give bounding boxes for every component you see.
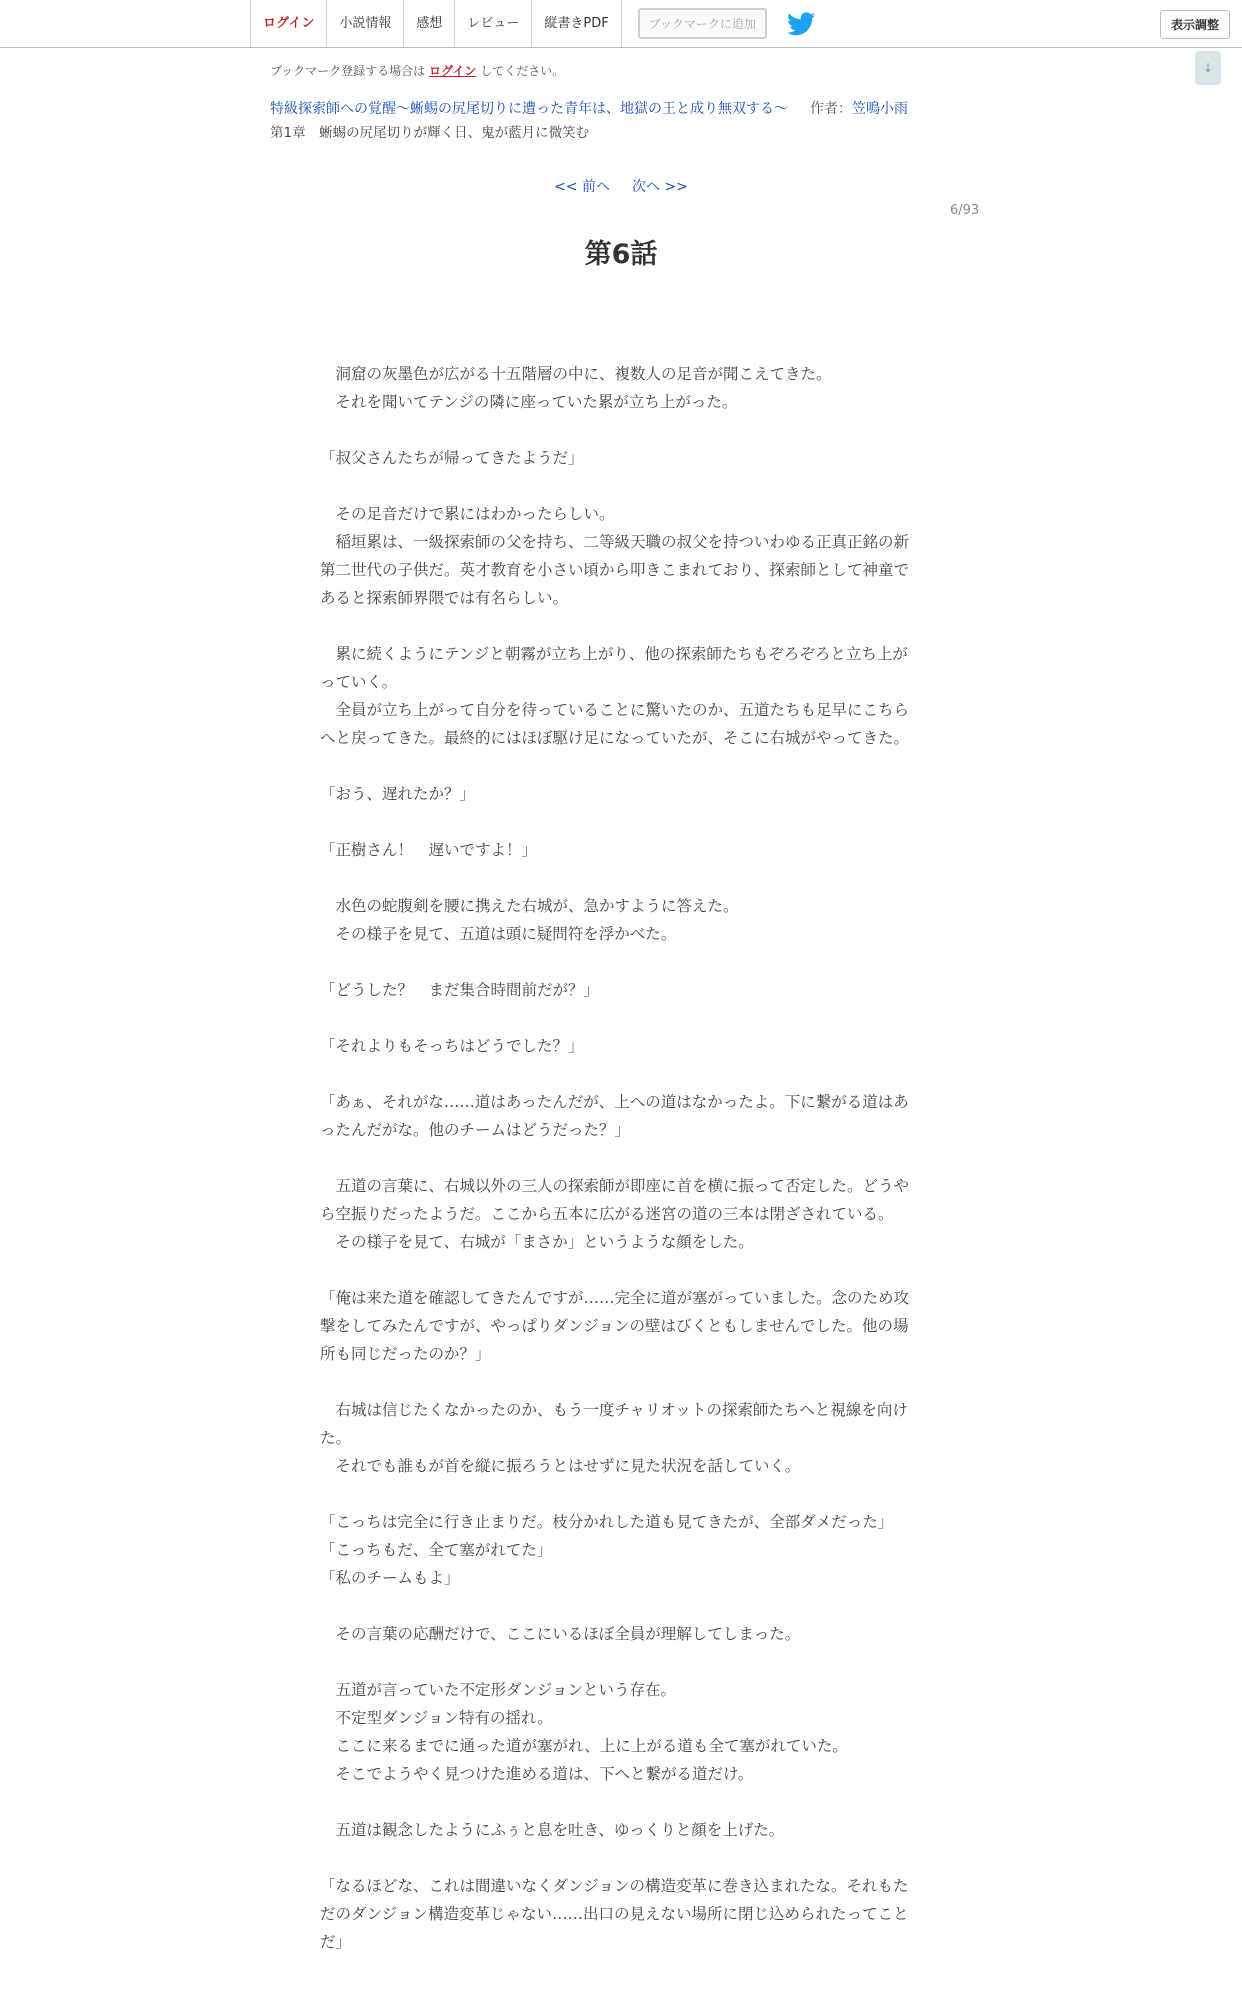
- bookmark-login-notice: [270, 62, 564, 79]
- notice-text-after: してください。: [476, 64, 565, 78]
- body-paragraph: 「叔父さんたちが帰ってきたようだ」: [320, 449, 584, 467]
- body-paragraph: ここに来るまでに通った道が塞がれ、上に上がる道も全て塞がれていた。: [320, 1737, 848, 1755]
- body-paragraph: 「正樹さん！ 遅いですよ！」: [320, 841, 538, 859]
- author-label: 作者：: [810, 101, 852, 117]
- body-paragraph: 五道が言っていた不定形ダンジョンという存在。: [320, 1681, 676, 1699]
- vertical-pdf-link[interactable]: 縦書きPDF: [531, 0, 621, 47]
- blank-line: [320, 1480, 915, 1508]
- prev-page-link[interactable]: << 前へ: [554, 179, 610, 195]
- body-paragraph: 「それよりもそっちはどうでした？」: [320, 1037, 584, 1055]
- twitter-icon[interactable]: [787, 12, 815, 36]
- body-paragraph: その言葉の応酬だけで、ここにいるほぼ全員が理解してしまった。: [320, 1625, 801, 1643]
- novel-title-link[interactable]: 特級探索師への覚醒～蜥蜴の尻尾切りに遭った青年は、地獄の王と成り無双する～: [270, 101, 788, 117]
- body-paragraph: 「俺は来た道を確認してきたんですが……完全に道が塞がっていました。念のため攻撃をしてみたんですが、やっぱりダンジョンの壁はびくともしませんでした。他の場所も同じだったのか？」: [320, 1289, 910, 1363]
- chapter-title: 第1章 蜥蜴の尻尾切りが輝く日、鬼が藍月に微笑む: [270, 125, 590, 141]
- blank-line: [320, 1060, 915, 1088]
- body-paragraph: 「私のチームもよ」: [320, 1569, 460, 1587]
- body-paragraph: そこでようやく見つけた進める道は、下へと繋がる道だけ。: [320, 1765, 754, 1783]
- body-paragraph: それでも誰もが首を縦に振ろうとはせずに見た状況を話していく。: [320, 1457, 801, 1475]
- body-paragraph: 「なるほどな、これは間違いなくダンジョンの構造変革に巻き込まれたな。それもただのダンジョン構造変革じゃない……出口の見えない場所に閉じ込められたってことだ」: [320, 1877, 909, 1951]
- body-paragraph: 累に続くようにテンジと朝霧が立ち上がり、他の探索師たちもぞろぞろと立ち上がっていく。: [320, 645, 908, 691]
- blank-line: [320, 1592, 915, 1620]
- body-paragraph: その様子を見て、右城が「まさか」というような顔をした。: [320, 1233, 754, 1251]
- blank-line: [320, 1844, 915, 1872]
- body-paragraph: 稲垣累は、一級探索師の父を持ち、二等級天職の叔父を持ついわゆる正真正銘の新第二世代の子供だ。英才教育を小さい頃から叩きこまれており、探索師として神童であると探索師界隈では有名らしい。: [320, 533, 910, 607]
- blank-line: [320, 1368, 915, 1396]
- blank-line: [320, 612, 915, 640]
- blank-line: [320, 1648, 915, 1676]
- body-paragraph: 全員が立ち上がって自分を待っていることに驚いたのか、五道たちも足早にこちらへと戻ってきた。最終的にはほぼ駆け足になっていたが、そこに右城がやってきた。: [320, 701, 910, 747]
- header-bar: [0, 0, 1242, 48]
- author-link[interactable]: 笠鳴小雨: [852, 101, 908, 117]
- blank-line: [320, 948, 915, 976]
- body-paragraph: 水色の蛇腹剣を腰に携えた右城が、急かすように答えた。: [320, 897, 739, 915]
- body-paragraph: その足音だけで累にはわかったらしい。: [320, 505, 615, 523]
- impressions-link[interactable]: 感想: [403, 0, 454, 47]
- body-paragraph: 「こっちは完全に行き止まりだ。枝分かれした道も見てきたが、全部ダメだった」: [320, 1513, 894, 1531]
- notice-login-link[interactable]: ログイン: [428, 64, 477, 78]
- blank-line: [320, 472, 915, 500]
- pager: [0, 176, 1242, 196]
- novel-header: [270, 98, 908, 118]
- blank-line: [320, 1144, 915, 1172]
- blank-line: [320, 864, 915, 892]
- body-paragraph: 不定型ダンジョン特有の揺れ。: [320, 1709, 553, 1727]
- novel-body: [320, 360, 915, 1956]
- review-link[interactable]: レビュー: [454, 0, 531, 47]
- blank-line: [320, 1004, 915, 1032]
- episode-title: 第6話: [584, 239, 658, 270]
- display-settings-button[interactable]: 表示調整: [1160, 10, 1230, 39]
- novel-info-link[interactable]: 小説情報: [326, 0, 403, 47]
- body-paragraph: 五道の言葉に、右城以外の三人の探索師が即座に首を横に振って否定した。どうやら空振りだったようだ。ここから五本に広がる迷宮の道の三本は閉ざされている。: [320, 1177, 910, 1223]
- blank-line: [320, 1788, 915, 1816]
- scroll-down-button[interactable]: ↓: [1195, 51, 1221, 85]
- blank-line: [320, 416, 915, 444]
- add-bookmark-button[interactable]: ブックマークに追加: [638, 8, 767, 39]
- body-paragraph: 五道は観念したようにふぅと息を吐き、ゆっくりと顔を上げた。: [320, 1821, 785, 1839]
- body-paragraph: 右城は信じたくなかったのか、もう一度チャリオットの探索師たちへと視線を向けた。: [320, 1401, 908, 1447]
- body-paragraph: 「どうした？ まだ集合時間前だが？」: [320, 981, 600, 999]
- page-count: 6/93: [950, 203, 980, 218]
- blank-line: [320, 1256, 915, 1284]
- body-paragraph: その様子を見て、五道は頭に疑問符を浮かべた。: [320, 925, 677, 943]
- blank-line: [320, 752, 915, 780]
- notice-text-before: ブックマーク登録する場合は: [270, 64, 429, 78]
- body-paragraph: 「こっちもだ、全て塞がれてた」: [320, 1541, 553, 1559]
- body-paragraph: 洞窟の灰墨色が広がる十五階層の中に、複数人の足音が聞こえてきた。: [320, 365, 832, 383]
- login-link[interactable]: ログイン: [250, 0, 326, 47]
- next-page-link[interactable]: 次へ >>: [632, 179, 688, 195]
- header-nav: [250, 0, 815, 47]
- body-paragraph: それを聞いてテンジの隣に座っていた累が立ち上がった。: [320, 393, 738, 411]
- blank-line: [320, 808, 915, 836]
- body-paragraph: 「おう、遅れたか？」: [320, 785, 476, 803]
- body-paragraph: 「あぁ、それがな……道はあったんだが、上への道はなかったよ。下に繋がる道はあったんだがな。他のチームはどうだった？」: [320, 1093, 909, 1139]
